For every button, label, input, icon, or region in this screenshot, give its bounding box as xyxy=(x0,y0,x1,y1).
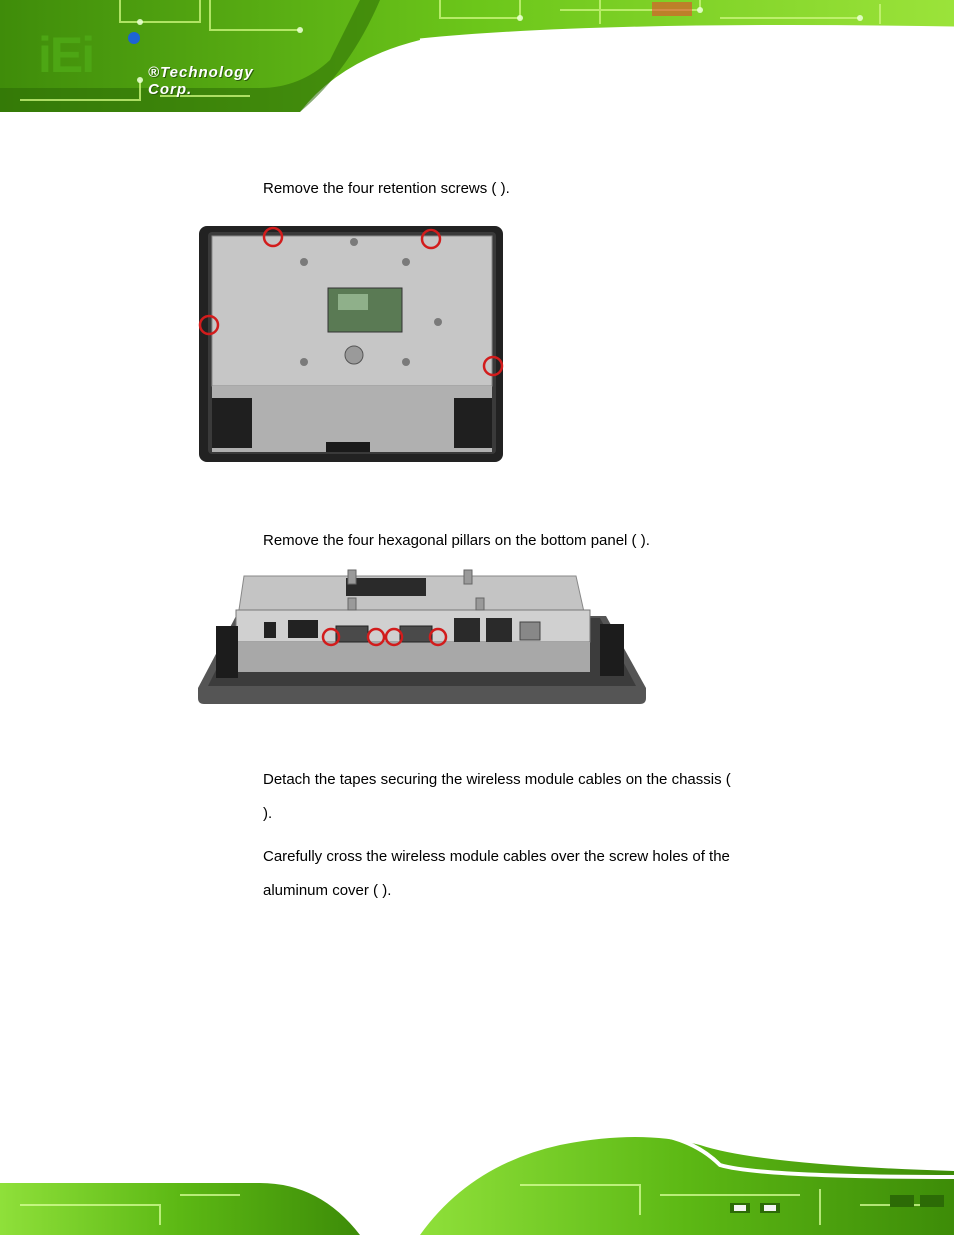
step-2-text: Remove the four hexagonal pillars on the bottom panel ( ). xyxy=(263,532,650,549)
step-4-line-2: aluminum cover ( ). xyxy=(263,882,392,899)
logo-letters: iEi xyxy=(38,27,94,83)
step-4-line-1: Carefully cross the wireless module cables over the screw holes of the xyxy=(263,848,730,865)
header-banner xyxy=(0,0,954,112)
photo-hexagonal-pillars xyxy=(196,566,648,708)
photo-retention-screws xyxy=(198,222,506,464)
circuit-board-footer-graphic xyxy=(0,1125,954,1235)
step-3-line-1: Detach the tapes securing the wireless module cables on the chassis ( xyxy=(263,771,731,788)
logo-dot-icon xyxy=(128,32,140,44)
step-1-text: Remove the four retention screws ( ). xyxy=(263,180,510,197)
step-3-line-2: ). xyxy=(263,805,273,822)
iei-logo xyxy=(38,27,298,98)
footer-banner xyxy=(0,1125,954,1235)
logo-tagline: ®Technology Corp. xyxy=(148,64,254,98)
